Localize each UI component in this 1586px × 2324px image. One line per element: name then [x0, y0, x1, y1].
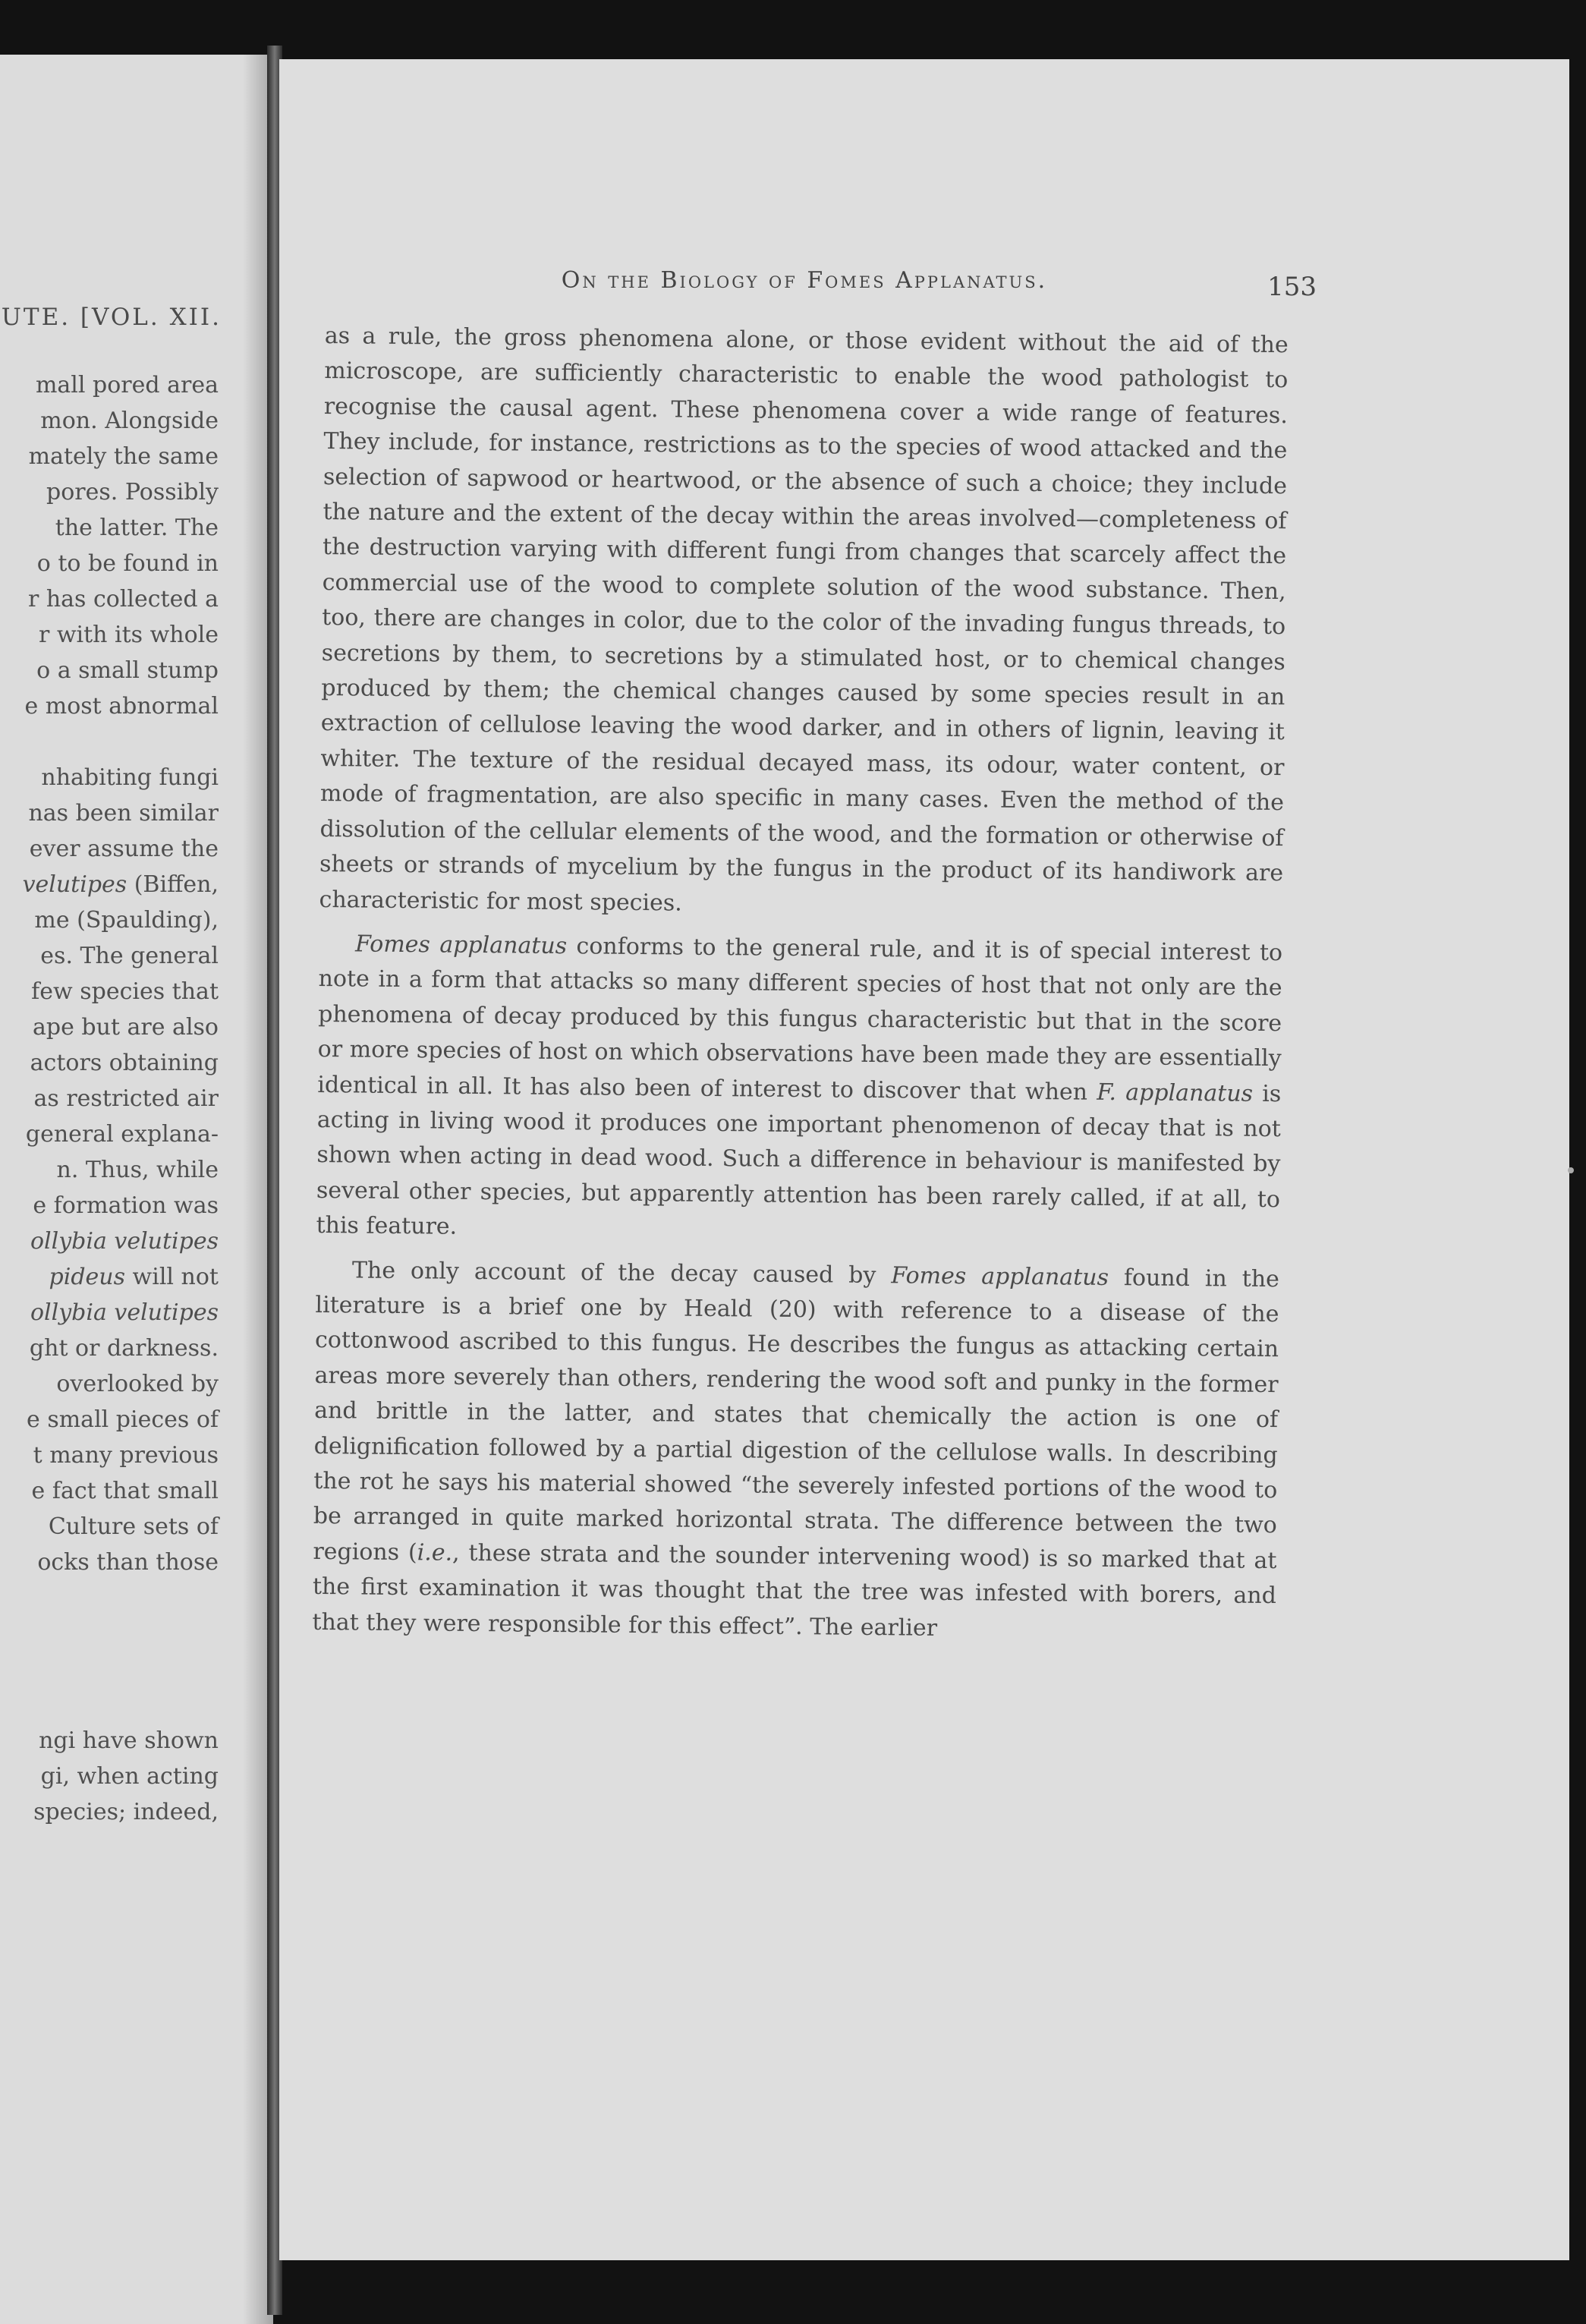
- left-text-line: r with its whole: [38, 622, 219, 648]
- left-text-line: Culture sets of: [48, 1513, 219, 1540]
- left-text-line: few species that: [31, 978, 219, 1005]
- left-text-line: actors obtaining: [30, 1050, 219, 1076]
- left-text-line: r has collected a: [27, 586, 219, 612]
- left-text-line: overlooked by: [56, 1371, 219, 1397]
- left-text-line: the latter. The: [55, 515, 219, 541]
- left-text-column: [0, 367, 219, 1830]
- left-text-line: ollybia velutipes: [30, 1228, 219, 1255]
- left-text-line: ght or darkness.: [29, 1335, 219, 1362]
- left-text-line: t many previous: [33, 1442, 219, 1469]
- left-line-gap: [0, 1616, 219, 1652]
- left-line-gap: [0, 1652, 219, 1687]
- left-line-gap: [0, 724, 219, 760]
- left-text-line: ape but are also: [33, 1014, 219, 1041]
- left-text-line: ever assume the: [29, 836, 219, 862]
- scan-speck: [1568, 1167, 1574, 1173]
- left-line-gap: [0, 1687, 219, 1723]
- left-text-line: pores. Possibly: [46, 479, 219, 505]
- left-text-line: nhabiting fungi: [41, 764, 219, 791]
- left-text-line: nas been similar: [28, 800, 219, 827]
- left-text-line: mall pored area: [35, 372, 219, 398]
- left-text-line: gi, when acting: [40, 1763, 219, 1790]
- page-number: 153: [1267, 272, 1317, 302]
- left-text-line: n. Thus, while: [56, 1157, 219, 1183]
- paragraph-3: The only account of the decay caused by Fomes applanatus found in the literature is a brief one by Heald (20) with reference to a disease of the cottonwood ascribed to this fungus. He describes the fungus as attacking certain areas more severely than others, rendering the wood soft and punky in the former and brittle in the latter, and states that chemically the action is one of delignification followed by a partial digestion of the cellulose walls. In describing the rot he says his material showed “the severely infested portions of the wood to be arranged in quite marked horizontal strata. The difference between the two regions (i.e., these strata and the sounder intervening wood) is so marked that at the first examination it was thought that the tree was infested with borers, and that they were responsible for this effect”. The earlier: [312, 1256, 1280, 1642]
- left-page: [0, 55, 273, 2324]
- left-text-line: pideus will not: [49, 1264, 219, 1290]
- left-text-line: me (Spaulding),: [34, 907, 219, 934]
- left-text-line: ngi have shown: [39, 1727, 219, 1754]
- left-text-line: ollybia velutipes: [30, 1299, 219, 1326]
- paragraph-1: as a rule, the gross phenomena alone, or those evident without the aid of the microscope, are sufficiently characteristic to enable the wood pathologist to recognise the causal agent. These phenomena cover a wide range of features. They include, for instance, restrictions as to the species of wood attacked and the selection of sapwood or heartwood, or the absence of such a choice; they include the nature and the extent of the decay within the areas involved—completeness of the destruction varying with different fungi from changes that scarcely affect the commercial use of the wood to complete solution of the wood substance. Then, too, there are changes in color, due to the color of the invading fungus threads, to secretions by them, to secretions by a stimulated host, or to chemical changes produced by them; the chemical changes caused by some species result in an extraction of cellulose leaving the wood darker, and in others of lignin, leaving it whiter. The texture of the residual decayed mass, its odour, water content, or mode of fragmentation, are also specific in many cases. Even the method of the dissolution of the cellular elements of the wood, and the formation or otherwise of sheets or strands of mycelium by the fungus in the product of its handiwork are characteristic for most species.: [319, 322, 1289, 917]
- left-text-line: e formation was: [33, 1192, 219, 1219]
- left-text-line: e fact that small: [31, 1478, 219, 1504]
- left-line-gap: [0, 1580, 219, 1616]
- paragraph-2: Fomes applanatus conforms to the general rule, and it is of special interest to note in a form that attacks so many different species of host that not only are the phenomena of decay produced by this fungus characteristic but that in the score or more species of host on which observations have been made they are essentially identical in all. It has also been of interest to discover that when F. applanatus is acting in living wood it produces one important phenomenon of decay that is not shown when acting in dead wood. Such a difference in behaviour is manifested by several other species, but apparently attention has been rarely called, if at all, to this feature.: [316, 931, 1283, 1240]
- running-head: On the Biology of Fomes Applanatus.: [561, 267, 1048, 294]
- left-text-line: mon. Alongside: [40, 408, 219, 434]
- left-text-line: ocks than those: [37, 1549, 219, 1576]
- body-text: [312, 319, 1289, 1649]
- left-text-line: o a small stump: [36, 657, 219, 684]
- left-text-line: general explana-: [25, 1121, 219, 1148]
- left-text-line: mately the same: [28, 443, 219, 470]
- left-text-line: as restricted air: [33, 1085, 219, 1112]
- left-text-line: o to be found in: [36, 550, 219, 577]
- left-running-head: UTE. [VOL. XII.: [1, 304, 222, 331]
- left-text-line: e most abnormal: [24, 693, 219, 720]
- left-text-line: velutipes (Biffen,: [22, 871, 219, 898]
- left-text-line: e small pieces of: [27, 1406, 219, 1433]
- left-text-line: species; indeed,: [33, 1799, 219, 1825]
- left-text-line: es. The general: [40, 943, 219, 969]
